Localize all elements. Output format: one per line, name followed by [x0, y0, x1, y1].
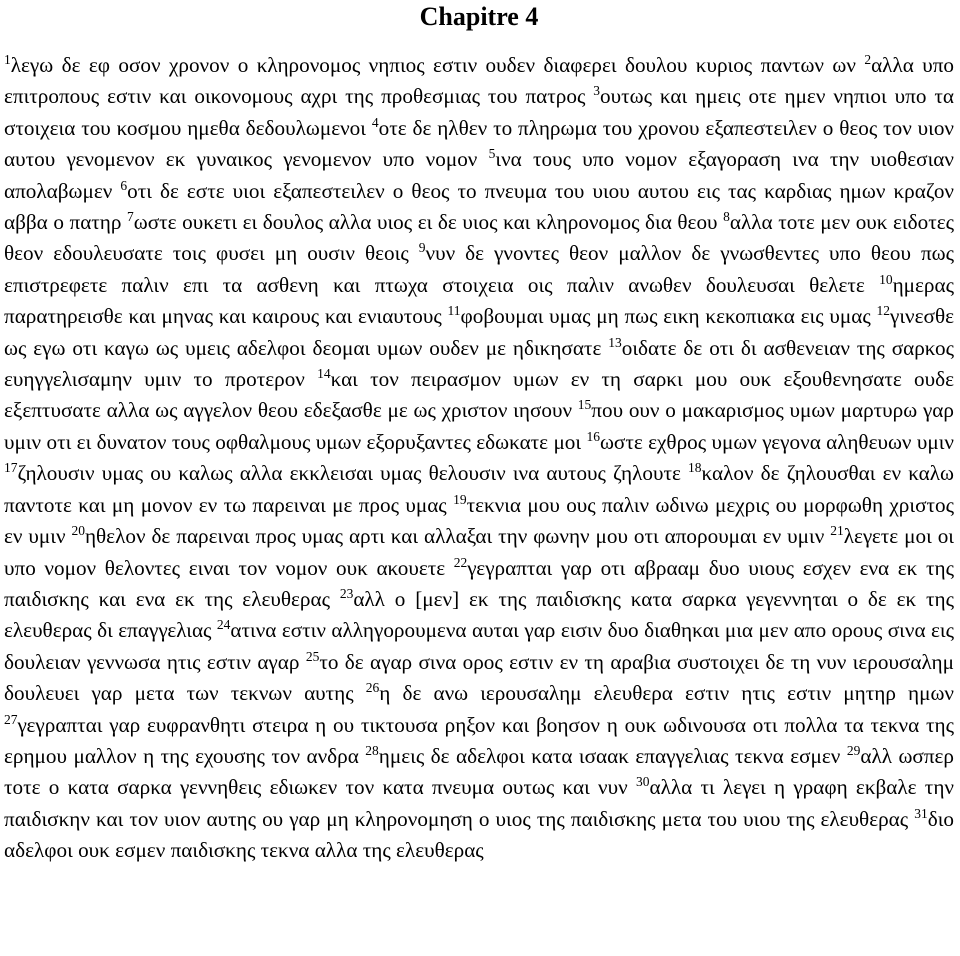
verse-number: 24 — [216, 617, 231, 633]
verse-number: 14 — [317, 366, 331, 381]
verse-text: οτι δε εστε υιοι εξαπεστειλεν ο θεος το πνευμα του υιου αυτου εις τας καρδιας ημων κραζον αββα ο πατηρ — [4, 178, 954, 235]
verse-number: 7 — [127, 208, 134, 224]
verse-number: 13 — [608, 334, 622, 350]
verse-text: αλλα τι λεγει η γραφη εκβαλε την παιδισκην και τον υιον αυτης ου γαρ μη κληρονομηση ο υιος της παιδισκης μετα του υιου της ελευθερας — [4, 775, 954, 831]
verse-text: αλλα υπο επιτροπους εστιν και οικονομους αχρι της προθεσμιας του πατρος — [4, 53, 954, 109]
verse-number: 29 — [846, 742, 861, 758]
verse-number: 30 — [635, 774, 650, 790]
verse-text: ημερας παρατηρεισθε και μηνας και καιρους και ενιαυτους — [4, 272, 954, 329]
verse-text: ηθελον δε παρειναι προς υμας αρτι και αλλαξαι την φωνην μου οτι απορουμαι εν υμιν — [84, 524, 831, 549]
verse-text: λεγω δε εφ οσον χρονον ο κληρονομος νηπιος εστιν ουδεν διαφερει δουλου κυριος παντων ων — [10, 53, 865, 77]
verse-number: 18 — [688, 460, 702, 476]
verse-number: 8 — [723, 208, 730, 224]
verse-text: αλλα τοτε μεν ουκ ειδοτες θεον εδουλευσατε τοις φυσει μη ουσιν θεοις — [4, 210, 955, 266]
verse-number: 31 — [914, 805, 928, 821]
verse-number: 27 — [4, 711, 18, 727]
verse-number: 5 — [488, 146, 496, 162]
verse-number: 20 — [71, 523, 85, 539]
verse-number: 22 — [453, 554, 468, 570]
verse-number: 9 — [418, 240, 426, 256]
verse-text: αλλ ωσπερ τοτε ο κατα σαρκα γεννηθεις εδιωκεν τον κατα πνευμα ουτως και νυν — [4, 743, 955, 800]
verse-text: διο αδελφοι ουκ εσμεν παιδισκης τεκνα αλλα της ελευθερας — [4, 806, 954, 863]
verse-number: 4 — [371, 114, 379, 130]
verse-text: και τον πειρασμον υμων εν τη σαρκι μου ουκ εξουθενησατε ουδε εξεπτυσατε αλλα ως αγγελον θεου εδεξασθε με ως χριστον ιησουν — [4, 367, 954, 423]
verse-text: ζηλουσιν υμας ου καλως αλλα εκκλεισαι υμας θελουσιν ινα αυτους ζηλουτε — [17, 461, 688, 486]
verse-text: ινα τους υπο νομον εξαγοραση ινα την υιοθεσιαν απολαβωμεν — [4, 147, 954, 203]
chapter-title: Chapitre 4 — [419, 2, 539, 31]
verse-text: λεγετε μοι οι υπο νομον θελοντες ειναι τον νομον ουκ ακουετε — [4, 524, 954, 580]
verse-number: 1 — [4, 51, 11, 67]
verse-text: φοβουμαι υμας μη πως εικη κεκοπιακα εις υμας — [460, 304, 877, 329]
verse-number: 11 — [447, 303, 461, 319]
verse-text: τεκνια μου ους παλιν ωδινω μεχρις ου μορφωθη χριστος εν υμιν — [4, 492, 954, 549]
verse-number: 2 — [864, 51, 872, 67]
verse-number: 6 — [120, 177, 128, 193]
verse-text: ατινα εστιν αλληγορουμενα αυται γαρ εισιν δυο διαθηκαι μια μεν απο ορους σινα εις δουλειαν γεννωσα ητις εστιν αγαρ — [4, 618, 954, 674]
verse-text: νυν δε γνοντες θεον μαλλον δε γνωσθεντες υπο θεου πως επιστρεφετε παλιν επι τα ασθενη και πτωχα στοιχεια οις παλιν ανωθεν δουλευσαι θελετε — [4, 241, 954, 297]
verse-number: 15 — [577, 397, 592, 413]
verse-number: 21 — [830, 523, 844, 539]
verse-text: γεγραπται γαρ οτι αβρααμ δυο υιους εσχεν ενα εκ της παιδισκης και ενα εκ της ελευθερας — [4, 555, 954, 611]
verse-number: 25 — [305, 648, 320, 664]
verse-text: καλον δε ζηλουσθαι εν καλω παντοτε και μη μονον εν τω παρειναι με προς υμας — [4, 461, 954, 517]
verse-text: οιδατε δε οτι δι ασθενειαν της σαρκος ευηγγελισαμην υμιν το προτερον — [4, 335, 954, 392]
document-page — [4, 0, 954, 956]
verse-number: 23 — [339, 585, 354, 601]
verse-number: 26 — [365, 680, 380, 696]
chapter-text — [4, 50, 954, 867]
verse-text: αλλ ο [μεν] εκ της παιδισκης κατα σαρκα γεγεννηται ο δε εκ της ελευθερας δι επαγγελιας — [4, 586, 954, 643]
verse-number: 12 — [876, 303, 890, 319]
verse-text: γεγραπται γαρ ευφρανθητι στειρα η ου τικτουσα ρηξον και βοησον η ουκ ωδινουσα οτι πολλα τα τεκνα της ερημου μαλλον η της εχουσης τον ανδρα — [4, 712, 954, 768]
verse-text: ουτως και ημεις οτε ημεν νηπιοι υπο τα στοιχεια του κοσμου ημεθα δεδουλωμενοι — [4, 84, 954, 140]
verse-number: 16 — [586, 428, 600, 444]
verse-number: 28 — [365, 742, 379, 758]
verse-number: 17 — [4, 460, 18, 476]
verse-text: η δε ανω ιερουσαλημ ελευθερα εστιν ητις εστιν μητηρ ημων — [379, 681, 954, 706]
verse-number: 10 — [879, 271, 893, 287]
verse-text: ωστε ουκετι ει δουλος αλλα υιος ει δε υιος και κληρονομος δια θεου — [133, 210, 724, 235]
verse-text: που ουν ο μακαρισμος υμων μαρτυρω γαρ υμιν οτι ει δυνατον τους οφθαλμους υμων εξορυξαντες εδωκατε μοι — [4, 398, 954, 454]
verse-text: ημεις δε αδελφοι κατα ισαακ επαγγελιας τεκνα εσμεν — [378, 743, 847, 768]
verse-text: ωστε εχθρος υμων γεγονα αληθευων υμιν — [599, 429, 954, 454]
verse-text: γινεσθε ως εγω οτι καγω ως υμεις αδελφοι δεομαι υμων ουδεν με ηδικησατε — [4, 304, 954, 360]
verse-text: οτε δε ηλθεν το πληρωμα του χρονου εξαπεστειλεν ο θεος τον υιον αυτου γενομενον εκ γυναικος γενομενον υπο νομον — [4, 115, 955, 172]
verse-text: το δε αγαρ σινα ορος εστιν εν τη αραβια συστοιχει δε τη νυν ιερουσαλημ δουλευει γαρ μετα των τεκνων αυτης — [4, 649, 954, 706]
verse-number: 3 — [593, 83, 601, 99]
verse-number: 19 — [453, 491, 467, 507]
